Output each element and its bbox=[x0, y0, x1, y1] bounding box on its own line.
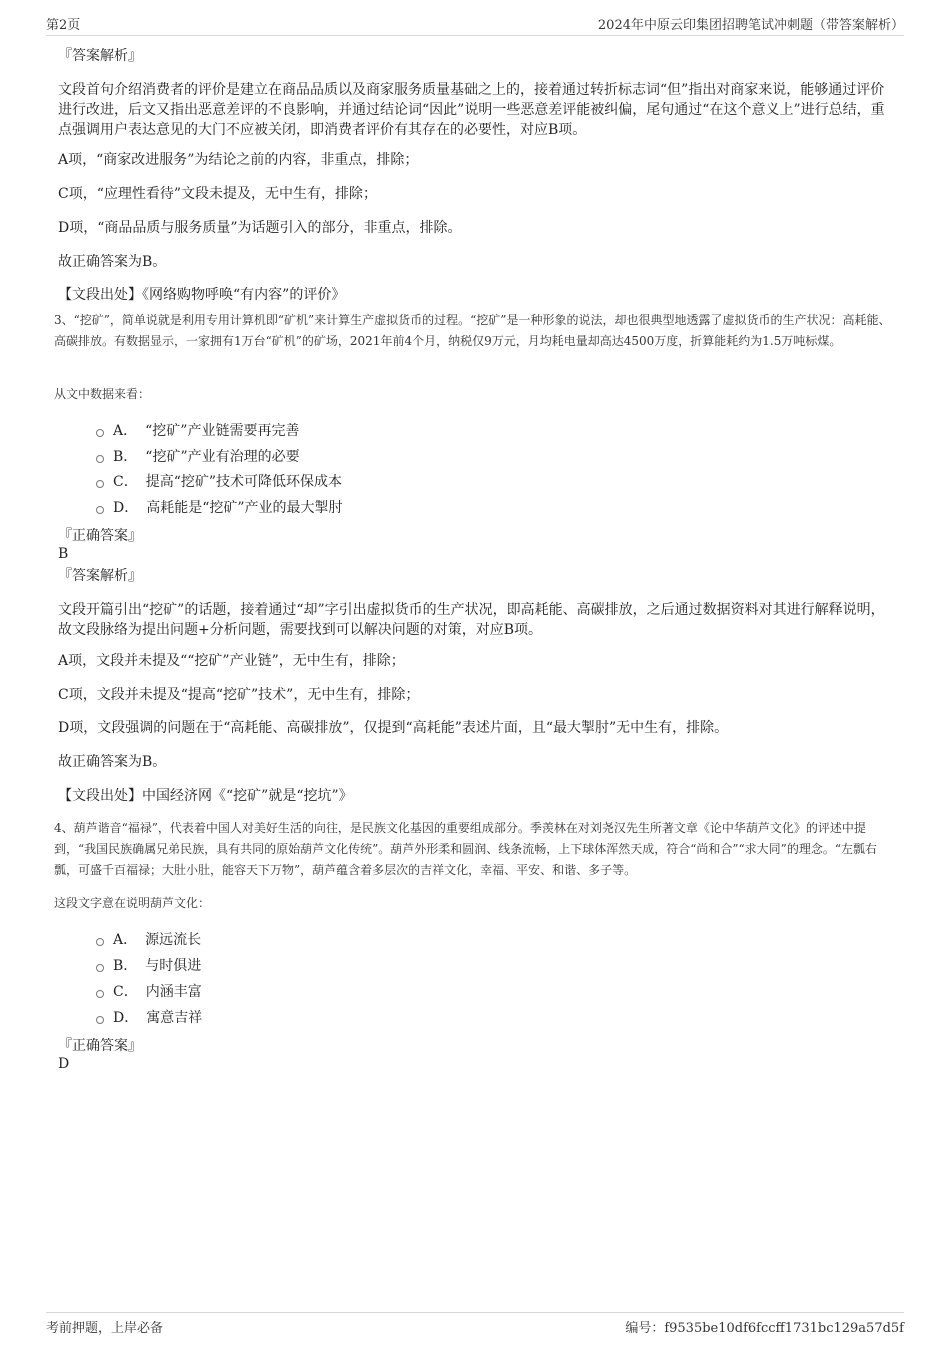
q2-note-a: A项，“商家改进服务”为结论之前的内容，非重点，排除； bbox=[58, 152, 419, 168]
q3-option-a[interactable] bbox=[96, 421, 299, 441]
q2-conclusion: 故正确答案为B。 bbox=[58, 254, 167, 270]
q3-stem: 3、“挖矿”，简单说就是利用专用计算机即“矿机”来计算生产虚拟货币的过程。“挖矿”是一种形象的说法，却也很典型地透露了虚拟货币的生产状况：高耗能、高碳排放。有数据显示，一家拥有1万台“矿机”的矿场，2021年前4个月，纳税仅9万元，月均耗电量却高达4500万度，折算能耗约为1.5万吨标煤。 bbox=[54, 313, 891, 348]
document-id: 编号：f9535be10df6fccff1731bc129a57d5f bbox=[625, 1320, 904, 1336]
q3-note-c: C项，文段并未提及“提高“挖矿”技术”，无中生有，排除； bbox=[58, 687, 420, 703]
option-letter: B． bbox=[113, 449, 138, 465]
q3-note-d: D项，文段强调的问题在于“高耗能、高碳排放”，仅提到“高耗能”表述片面，且“最大掣肘”无中生有，排除。 bbox=[58, 720, 729, 736]
option-letter: C． bbox=[113, 474, 138, 490]
radio-icon[interactable] bbox=[96, 990, 104, 998]
page-header bbox=[46, 14, 904, 36]
page-footer bbox=[46, 1312, 904, 1335]
q3-option-b[interactable] bbox=[96, 447, 300, 467]
option-text: “挖矿”产业链需要再完善 bbox=[145, 423, 300, 439]
option-text: 提高“挖矿”技术可降低环保成本 bbox=[145, 474, 343, 490]
q4-question: 这段文字意在说明葫芦文化： bbox=[54, 896, 211, 910]
option-text: 高耗能是“挖矿”产业的最大掣肘 bbox=[146, 500, 343, 516]
q3-analysis-label: 『答案解析』 bbox=[58, 568, 142, 584]
q3-answer-label: 『正确答案』 bbox=[58, 528, 142, 544]
q2-analysis: 文段首句介绍消费者的评价是建立在商品品质以及商家服务质量基础之上的，接着通过转折标志词“但”指出对商家来说，能够通过评价进行改进，后文又指出恶意差评的不良影响，并通过结论词“因此”说明一些恶意差评能被纠偏，尾句通过“在这个意义上”进行总结，重点强调用户表达意见的大门不应被关闭，即消费者评价有其存在的必要性，对应B项。 bbox=[58, 82, 885, 138]
q2-analysis-label: 『答案解析』 bbox=[58, 48, 142, 64]
radio-icon[interactable] bbox=[96, 964, 104, 972]
radio-icon[interactable] bbox=[96, 480, 104, 488]
radio-icon[interactable] bbox=[96, 429, 104, 437]
q3-analysis: 文段开篇引出“挖矿”的话题，接着通过“却”字引出虚拟货币的生产状况，即高耗能、高碳排放，之后通过数据资料对其进行解释说明，故文段脉络为提出问题+分析问题，需要找到可以解决问题的对策，对应B项。 bbox=[58, 602, 885, 638]
page-number: 第2页 bbox=[46, 17, 81, 33]
option-letter: D． bbox=[113, 1010, 139, 1026]
q4-option-d[interactable] bbox=[96, 1008, 202, 1028]
q3-note-a: A项，文段并未提及““挖矿”产业链”，无中生有，排除； bbox=[58, 653, 405, 669]
option-letter: B． bbox=[113, 958, 138, 974]
q2-source: 【文段出处】《网络购物呼唤“有内容”的评价》 bbox=[58, 287, 346, 303]
q3-conclusion: 故正确答案为B。 bbox=[58, 754, 167, 770]
radio-icon[interactable] bbox=[96, 506, 104, 514]
q2-note-c: C项，“应理性看待”文段未提及，无中生有，排除； bbox=[58, 186, 378, 202]
q2-note-d: D项，“商品品质与服务质量”为话题引入的部分，非重点，排除。 bbox=[58, 220, 462, 236]
q3-option-d[interactable] bbox=[96, 498, 343, 518]
q3-question: 从文中数据来看： bbox=[54, 387, 151, 401]
option-text: 内涵丰富 bbox=[145, 984, 202, 1000]
q4-answer: D bbox=[58, 1056, 70, 1072]
document-title: 2024年中原云印集团招聘笔试冲刺题（带答案解析） bbox=[597, 17, 904, 33]
q3-answer: B bbox=[58, 546, 69, 562]
option-letter: A． bbox=[113, 423, 138, 439]
option-text: 寓意吉祥 bbox=[146, 1010, 203, 1026]
q4-answer-label: 『正确答案』 bbox=[58, 1038, 142, 1054]
footer-slogan: 考前押题，上岸必备 bbox=[46, 1320, 164, 1336]
q4-stem: 4、葫芦谐音“福禄”，代表着中国人对美好生活的向往，是民族文化基因的重要组成部分。季羡林在对刘尧汉先生所著文章《论中华葫芦文化》的评述中提到，“我国民族确属兄弟民族，具有共同的原始葫芦文化传统”。葫芦外形柔和圆润、线条流畅，上下球体浑然天成，符合“尚和合”“求大同”的理念。“左瓢右瓢，可盛千百福禄；大肚小肚，能容天下万物”，葫芦蕴含着多层次的吉祥文化，幸福、平安、和谐、多子等。 bbox=[54, 821, 877, 877]
q4-option-c[interactable] bbox=[96, 982, 202, 1002]
option-letter: C． bbox=[113, 984, 138, 1000]
option-letter: A． bbox=[113, 932, 138, 948]
radio-icon[interactable] bbox=[96, 1016, 104, 1024]
option-letter: D． bbox=[113, 500, 139, 516]
q4-option-b[interactable] bbox=[96, 956, 201, 976]
option-text: 源远流长 bbox=[145, 932, 202, 948]
q3-source: 【文段出处】中国经济网《“挖矿”就是“挖坑”》 bbox=[58, 788, 353, 804]
option-text: “挖矿”产业有治理的必要 bbox=[145, 449, 300, 465]
q3-option-c[interactable] bbox=[96, 472, 342, 492]
radio-icon[interactable] bbox=[96, 938, 104, 946]
q4-option-a[interactable] bbox=[96, 930, 201, 950]
radio-icon[interactable] bbox=[96, 455, 104, 463]
option-text: 与时俱进 bbox=[145, 958, 202, 974]
